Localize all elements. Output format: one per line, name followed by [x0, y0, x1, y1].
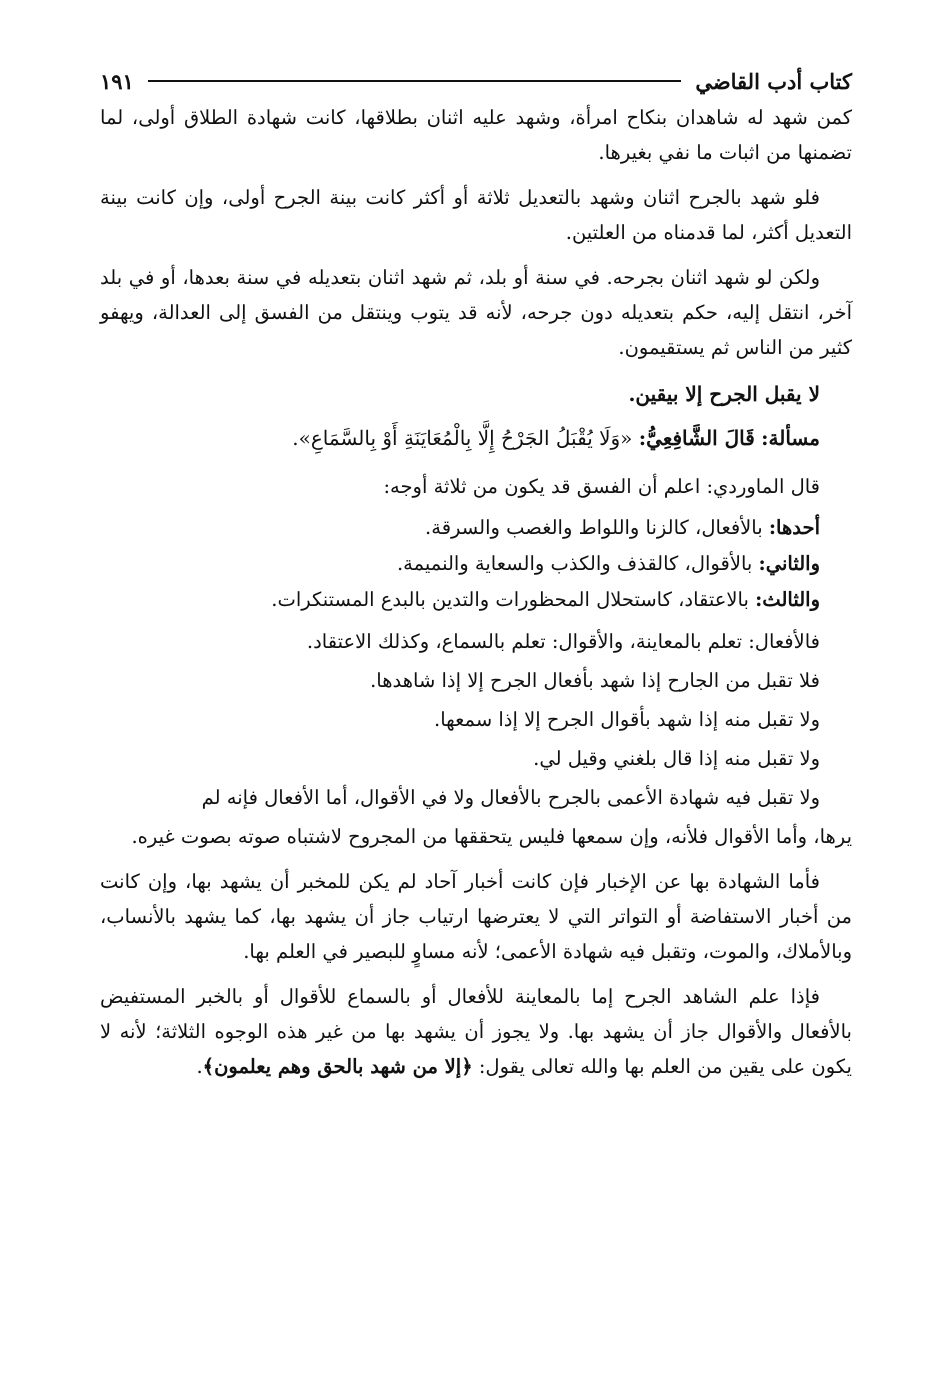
paragraph-9-end: يرها، وأما الأقوال فلأنه، وإن سمعها فليس يتحققها من المجروح لاشتباه صوته بصوت غيره.: [131, 825, 852, 848]
paragraph-11-text: فإذا علم الشاهد الجرح إما بالمعاينة للأفعال أو بالسماع للأقوال أو بالخبر المستفيض بالأفعال والأقوال جاز أن يشهد بها. ولا يجوز أن يشهد بها من غير هذه الوجوه الثلاثة؛ لأنه لا يكون على يقين من العلم بها والله تعالى يقول:: [100, 985, 852, 1078]
list-item-3-label: والثالث:: [755, 588, 820, 611]
list-item-3: [100, 582, 852, 618]
paragraph-4: قال الماوردي: اعلم أن الفسق قد يكون من ثلاثة أوجه:: [383, 475, 820, 498]
paragraph-6: فلا تقبل من الجارح إذا شهد بأفعال الجرح إلا إذا شاهدها.: [370, 669, 820, 692]
paragraph-3: ولكن لو شهد اثنان بجرحه. في سنة أو بلد، ثم شهد اثنان بتعديله في سنة بعدها، أو في بلد آخر، انتقل إليه، حكم بتعديله دون جرحه، لأنه قد يتوب وينتقل من الفسق إلى العدالة، ويهفو كثير من الناس ثم يستقيمون.: [100, 266, 852, 359]
page-number: ١٩١: [100, 68, 134, 94]
page-header: [100, 66, 852, 96]
list-item-2: [100, 546, 852, 582]
list-item-1-label: أحدها:: [768, 516, 820, 539]
masala-line: [100, 419, 852, 457]
paragraph-11: [100, 979, 852, 1084]
masala-quote: «وَلَا يُقْبَلُ الجَرْحُ إِلَّا بِالْمُعَايَنَةِ أَوْ بِالسَّمَاعِ».: [292, 426, 633, 450]
list-item-3-text: بالاعتقاد، كاستحلال المحظورات والتدين بالبدع المستنكرات.: [271, 588, 756, 611]
paragraph-1: كمن شهد له شاهدان بنكاح امرأة، وشهد عليه اثنان بطلاقها، كانت شهادة الطلاق أولى، لما تضمنها من اثبات ما نفي بغيرها.: [100, 106, 852, 164]
paragraph-9-start: ولا تقبل فيه شهادة الأعمى بالجرح بالأفعال ولا في الأقوال، أما الأفعال فإنه لم: [201, 786, 820, 809]
paragraph-10: فأما الشهادة بها عن الإخبار فإن كانت أخبار آحاد لم يكن للمخبر أن يشهد بها، وإن كانت من أخبار الاستفاضة أو التواتر التي لا يعترضها ارتياب جاز أن يشهد بها، كما يشهد بالأنساب، وبالأملاك، والموت، وتقبل فيه شهادة الأعمى؛ لأنه مساوٍ للبصير في العلم بها.: [100, 870, 852, 963]
quran-quote: ﴿إلا من شهد بالحق وهم يعلمون﴾: [202, 1055, 473, 1078]
paragraph-5: فالأفعال: تعلم بالمعاينة، والأقوال: تعلم بالسماع، وكذلك الاعتقاد.: [306, 630, 820, 653]
masala-speaker: قَالَ الشَّافِعِيُّ:: [638, 426, 755, 450]
masala-label: مسألة:: [761, 426, 820, 450]
book-title: كتاب أدب القاضي: [695, 68, 852, 94]
list-item-1: [100, 510, 852, 546]
paragraph-11-end: .: [196, 1055, 203, 1078]
list-item-2-label: والثاني:: [758, 552, 820, 575]
list-item-2-text: بالأقوال، كالقذف والكذب والسعاية والنميمة.: [396, 552, 759, 575]
paragraph-8: ولا تقبل منه إذا قال بلغني وقيل لي.: [533, 747, 820, 770]
page-content: [100, 66, 852, 1094]
paragraph-2: فلو شهد بالجرح اثنان وشهد بالتعديل ثلاثة أو أكثر كانت بينة الجرح أولى، وإن كانت بينة التعديل أكثر، لما قدمناه من العلتين.: [100, 186, 852, 244]
list-item-1-text: بالأفعال، كالزنا واللواط والغصب والسرقة.: [425, 516, 769, 539]
paragraph-7: ولا تقبل منه إذا شهد بأقوال الجرح إلا إذا سمعها.: [434, 708, 820, 731]
section-heading: لا يقبل الجرح إلا بيقين.: [628, 382, 820, 406]
header-rule: [148, 80, 681, 82]
